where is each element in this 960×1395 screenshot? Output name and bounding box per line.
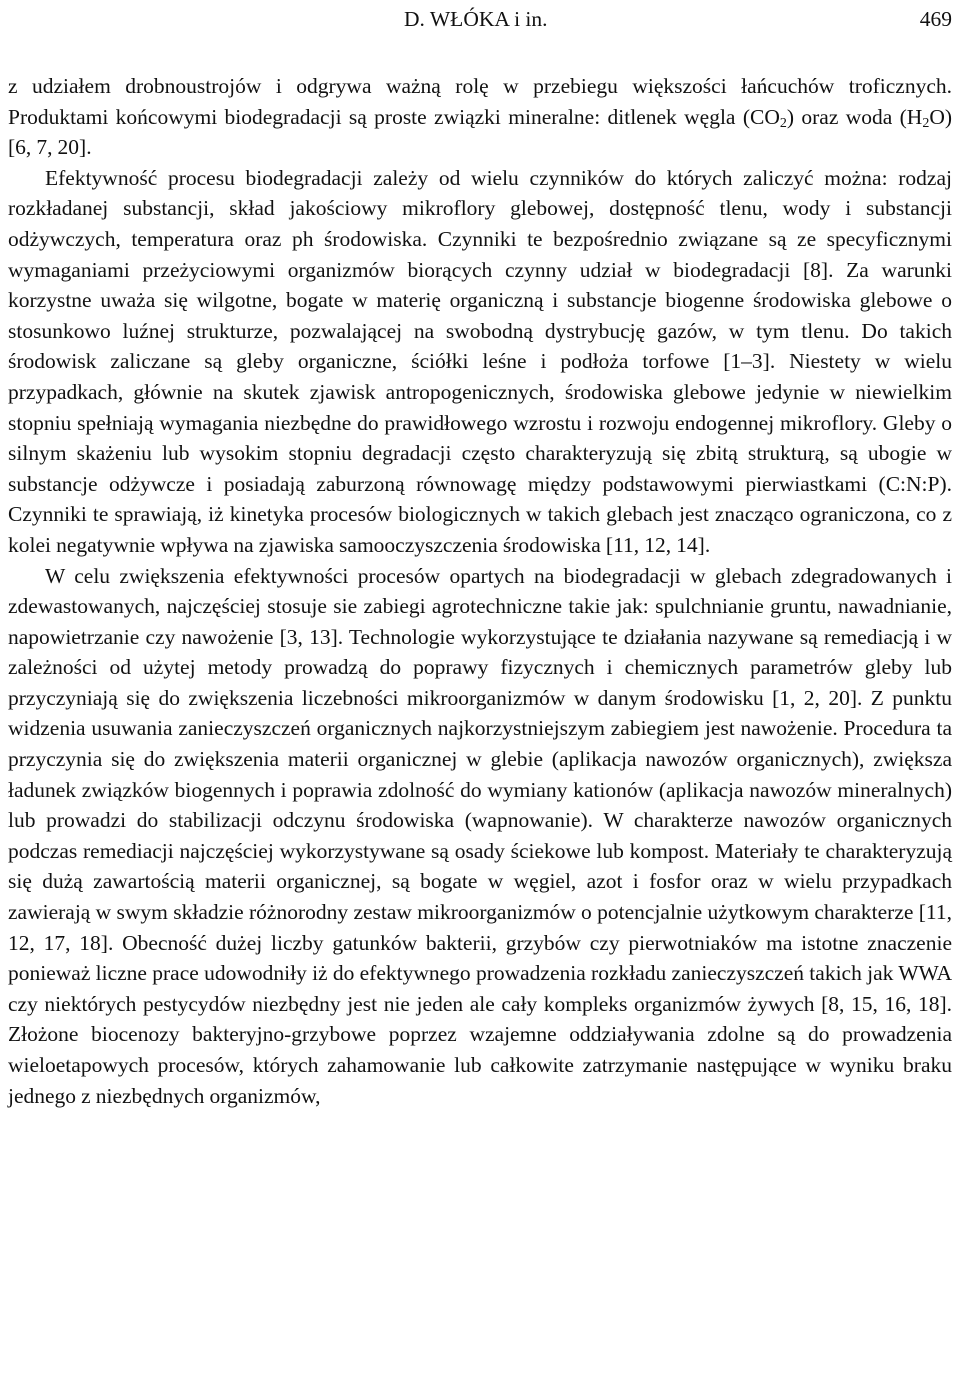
text-run: O) [6, 7, 20].: [8, 104, 953, 160]
running-header: [8, 4, 952, 34]
page-number: 469: [919, 7, 952, 31]
body-text: [8, 71, 952, 1111]
text-run: z udziałem drobnoustrojów i odgrywa ważną rolę w przebiegu większości łańcuchów troficznych. Produktami końcowymi biodegradacji są proste związki mineralne: ditlenek węgla (CO: [8, 74, 952, 129]
subscript: 2: [922, 115, 930, 131]
paragraph: [8, 163, 952, 561]
paragraph: [8, 71, 952, 163]
text-run: Efektywność procesu biodegradacji zależy od wielu czynników do których zaliczyć można: rodzaj rozkładanej substancji, skład jakościowy mikroflory glebowej, dostępność tlenu, wody i substancji odżywczych, temperatura oraz ph środowiska. Czynniki te bezpośrednio związane są ze specyficznymi wymaganiami przeżyciowymi organizmów biorących czynny udział w biodegradacji [8]. Za warunki korzystne uważa się wilgotne, bogate w materię organiczną i substancje biogenne środowiska glebowe o stosunkowo luźnej strukturze, pozwalającej na swobodną dystrybucję gazów, w tym tlenu. Do takich środowisk zaliczane są gleby organiczne, ściółki leśne i podłoża torfowe [1–3]. Niestety w wielu przypadkach, głównie na skutek zjawisk antropogenicznych, środowiska glebowe jedynie w niewielkim stopniu spełniają wymagania niezbędne do prawidłowego wzrostu i rozwoju endogennej mikroflory. Gleby o silnym skażeniu lub wysokim stopniu degradacji często charakteryzują się zbitą strukturą, są ubogie w substancje odżywcze i posiadają zaburzoną równowagę między podstawowymi pierwiastkami (C:N:P). Czynniki te sprawiają, iż kinetyka procesów biologicznych w takich glebach jest znacząco ograniczona, co z kolei negatywnie wpływa na zjawiska samooczyszczenia środowiska [11, 12, 14].: [8, 165, 952, 557]
subscript: 2: [779, 115, 787, 131]
text-run: W celu zwiększenia efektywności procesów opartych na biodegradacji w glebach zdegradowanych i zdewastowanych, najczęściej stosuje sie zabiegi agrotechniczne takie jak: spulchnianie gruntu, nawadnianie, napowietrzanie czy nawożenie [3, 13]. Technologie wykorzystujące te działania nazywane są remediacją i w zależności od użytej metody prowadzą do poprawy fizycznych i chemicznych parametrów gleby lub przyczyniają się do zwiększenia liczebności mikroorganizmów w danym środowisku [1, 2, 20]. Z punktu widzenia usuwania zanieczyszczeń organicznych najkorzystniejszym zabiegiem jest nawożenie. Procedura ta przyczynia się do zwiększenia materii organicznej w glebie (aplikacja nawozów organicznych), zwiększa ładunek związków biogennych i poprawia zdolność do wymiany kationów (aplikacja nawozów mineralnych) lub prowadzi do stabilizacji odczynu środowiska (wapnowanie). W charakterze nawozów organicznych podczas remediacji najczęściej wykorzystywane są osady ściekowe lub kompost. Materiały te charakteryzują się dużą zawartością materii organicznej, są bogate w węgiel, azot i fosfor oraz w wielu przypadkach zawierają w swym składzie różnorodny zestaw mikroorganizmów o potencjalnie użytkowym charakterze [11, 12, 17, 18]. Obecność dużej liczby gatunków bakterii, grzybów czy pierwotniaków ma istotne znaczenie ponieważ liczne prace udowodniły iż do efektywnego prowadzenia rozkładu zanieczyszczeń takich jak WWA czy niektórych pestycydów niezbędny jest nie jeden ale cały kompleks organizmów żywych [8, 15, 16, 18]. Złożone biocenozy bakteryjno-grzybowe poprzez wzajemne oddziaływania zdolne są do prowadzenia wieloetapowych procesów, których zahamowanie lub całkowite zatrzymanie następujące w wyniku braku jednego z niezbędnych organizmów,: [8, 563, 952, 1108]
text-run: ) oraz woda (H: [786, 104, 923, 129]
running-header-authors: D. WŁÓKA i in.: [404, 7, 548, 31]
journal-page: [8, 0, 952, 1395]
paragraph: [8, 561, 952, 1112]
